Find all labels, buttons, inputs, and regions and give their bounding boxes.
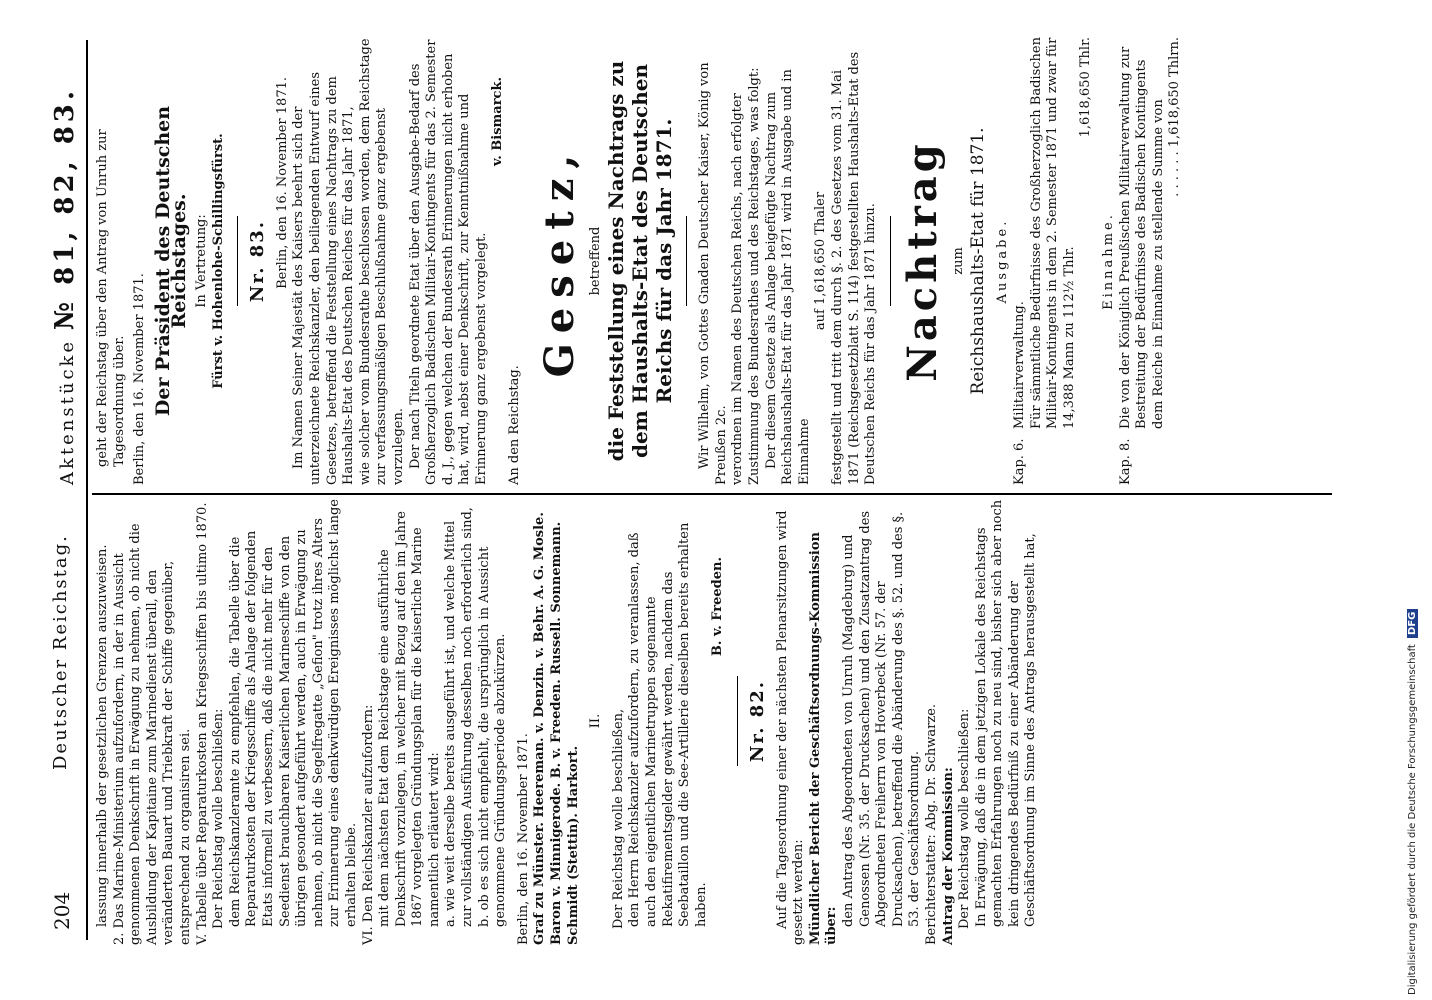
- paragraph: Der Reichstag wolle beschließen,: [610, 708, 626, 929]
- paragraph: Berichterstatter: Abg. Dr. Schwarze.: [923, 703, 939, 945]
- chapter-body: [1012, 37, 1095, 429]
- chapter-6: [1012, 37, 1095, 485]
- president-title: Der Präsident des Deutschen Reichstages.: [151, 105, 191, 417]
- left-column: [95, 497, 1040, 945]
- deputy-line: In Vertretung:: [193, 214, 209, 308]
- law-heading: Gesetz,: [535, 144, 583, 378]
- header-right: [50, 87, 80, 485]
- right-column: [95, 37, 1184, 485]
- income-heading: Einnahme.: [1100, 212, 1116, 310]
- chapter-amount: 1,618,650 Thlr.: [1078, 37, 1094, 138]
- divider: [686, 216, 687, 306]
- credit-line: [1407, 0, 1427, 995]
- signer: Fürst v. Hohenlohe-Schillingsfürst.: [210, 133, 226, 389]
- paragraph: Antrag der Kommission:: [940, 767, 956, 945]
- paragraph: 2. Das Marine-Ministerium aufzufordern, in der in Aussicht genommenen Denkschrift in Erwägung zu nehmen, ob nicht die Ausbildung der Kapitaine zum Marinedienst überall, den veränderten Bauart und Triebkraft der Schiffe gegenüber, entsprechend zu organisiren sei.: [111, 523, 193, 945]
- chapter-label: Kap. 6.: [1011, 438, 1027, 485]
- roman-numeral: II.: [588, 713, 604, 729]
- chapter-label: Kap. 8.: [1117, 438, 1133, 485]
- section-number: Nr. 83.: [247, 219, 269, 303]
- paragraph: mit dem nächsten Etat dem Reichstage eine ausführliche Denkschrift vorzulegen, in welcher mit Bezug auf den im Jahre 1867 vorgelegten Gründungsplan für die Kaiserliche Marine namentlich erläutert wird:: [377, 511, 442, 927]
- chapter-text: Die von der Königlich Preußischen Militairverwaltung zur Bestreitung der Bedürfnisse des Badischen Kontingents dem Reiche in Einnahme zu stellende Summe von: [1117, 46, 1166, 429]
- paragraph: V. Tabelle über Reparaturkosten an Kriegsschiffen bis ultimo 1870.: [194, 502, 210, 945]
- paragraph: Wir Wilhelm, von Gottes Gnaden Deutscher Kaiser, König von Preußen 2c.: [697, 62, 729, 485]
- header-left-title: Deutscher Reichstag.: [50, 534, 71, 770]
- divider: [737, 676, 738, 766]
- paragraph: lassung innerhalb der gesetzlichen Grenzen auszuweisen.: [95, 544, 110, 927]
- date-line: Berlin, den 16. November 1871.: [274, 77, 290, 289]
- paragraph: a. wie weit derselbe bereits ausgeführt ist, und welche Mittel zur vollständigen Ausführung desselben noch erforderlich sind,: [443, 507, 476, 927]
- paragraph: Der nach Titeln geordnete Etat über den Ausgabe-Bedarf des Großherzoglich Badischen Militair-Kontingents für das 2. Semester d. J., gegen welchen der Bundesrath Erinnerungen nicht erhoben hat, wird, nebst einer Denkschrift, zur Kenntnißnahme und Erinnerung ganz ergebenst vorgelegt.: [407, 39, 489, 485]
- addressee: An den Reichstag.: [507, 365, 523, 485]
- paragraph: b. ob es sich nicht empfiehlt, die ursprünglich in Aussicht genommene Gründungsperiode abzukürzen.: [476, 546, 509, 927]
- paragraph: Der Reichstag wolle beschließen:: [957, 708, 973, 929]
- header-rule: [86, 40, 88, 940]
- paragraph: verordnen im Namen des Deutschen Reichs, nach erfolgter Zustimmung des Bundesrathes und des Reichstages, was folgt:: [730, 67, 763, 485]
- credit-text: Digitalisierung gefördert durch die Deutsche Forschungsgemeinschaft: [1407, 644, 1418, 995]
- page-number: 204: [50, 891, 74, 930]
- law-subheading: betreffend: [587, 226, 603, 296]
- law-title: die Feststellung eines Nachtrags zu dem Haushalts-Etat des Deutschen Reichs für das Jahr 1871.: [604, 60, 677, 462]
- chapter-8: [1118, 37, 1184, 485]
- divider: [237, 216, 238, 306]
- paragraph: wie solcher vom Bundesrathe beschlossen worden, dem Reichstage zur verfassungsmäßigen Beschlußnahme ganz ergebenst vorzulegen.: [357, 38, 406, 485]
- supplement-title: Reichshaushalts-Etat für 1871.: [968, 127, 989, 395]
- paragraph: Mündlicher Bericht der Geschäftsordnungs-Kommission über:: [807, 532, 840, 945]
- chapter-body: [1118, 37, 1184, 429]
- supplement-subheading: zum: [950, 247, 966, 275]
- dfg-logo: DFG: [1407, 609, 1418, 638]
- divider: [890, 216, 891, 306]
- signer: B. v. Freeden.: [710, 557, 726, 657]
- paragraph: In Erwägung, daß die in dem jetzigen Lokale des Reichstags gemachten Erfahrungen noch zu neu sind, bisher sich aber noch kein dringendes Bedürfniß zu einer Abänderung der Geschäftsordnung im Sinne des Antrags herausgestellt hat,: [973, 499, 1039, 927]
- date-line: Berlin, den 16. November 1871.: [515, 733, 531, 945]
- supplement-heading: Nachtrag: [898, 140, 946, 382]
- paragraph: geht der Reichstag über den Antrag von Unruh zur Tagesordnung über.: [95, 129, 127, 467]
- chapter-amount: . . . . . . 1,618,650 Thlrn.: [1167, 37, 1183, 197]
- date-line: Berlin, den 16. November 1871.: [132, 273, 148, 485]
- column-divider: [92, 493, 1332, 495]
- paragraph: VI. Den Reichskanzler aufzufordern:: [360, 704, 376, 945]
- section-number: Nr. 82.: [746, 679, 768, 763]
- paragraph: Im Namen Seiner Majestät des Kaisers beehrt sich der unterzeichnete Reichskanzler, den beiliegenden Entwurf eines Gesetzes, betreffend die Feststellung eines Nachtrags zu dem Haushalts-Etat des Deutschen Reiches für das Jahr 1871,: [291, 71, 357, 485]
- chapter-title: Militairverwaltung.: [1011, 301, 1027, 429]
- signers: Graf zu Münster. Heereman. v. Denzin. v. Behr. A. G. Mosle. Baron v. Minnigerode. B. v. Freeden. Russell. Sonnemann. Schmidt (Stettin). Harkort.: [532, 512, 581, 945]
- paragraph: dem Reichskanzleramte zu empfehlen, die Tabelle über die Reparaturkosten der Kriegsschiffe als Anlage der folgenden Etats informell zu verbessern, daß die nicht mehr für den Seedienst brauchbaren Kaiserlichen Marineschiffe von den übrigen gesondert aufgeführt werden, auch in Erwägung zu nehmen, ob nicht die Segelfregatte „Gefion" trotz ihres Alters zur Erinnerung eines denkwürdigen Ereignisses möglichst lange erhalten bleibe.: [227, 499, 359, 927]
- header-doc-numbers: № 81, 82, 83.: [50, 87, 80, 331]
- amount-line: auf 1,618,650 Thaler: [813, 191, 829, 331]
- expense-heading: Ausgabe.: [995, 218, 1011, 304]
- paragraph: Der diesem Gesetze als Anlage beigefügte Nachtrag zum Reichshaushalts-Etat für das Jahr 1871 wird in Ausgabe und in Einnahme: [763, 69, 812, 485]
- paragraph: Auf die Tagesordnung einer der nächsten Plenarsitzungen wird gesetzt werden:: [774, 510, 807, 945]
- paragraph: den Antrag des Abgeordneten von Unruh (Magdeburg) und Genossen (Nr. 35. der Drucksachen) und den Zusatzantrag des Abgeordneten Freiherrn von Hoverbeck (Nr. 57. der Drucksachen), betreffend die Abänderung des §. 52. und des §. 53. der Geschäftsordnung.: [840, 510, 923, 927]
- chapter-text: Für sämmtliche Bedürfnisse des Großherzoglich Badischen Militair-Kontingents in dem 2. Semester 1871 und zwar für 14,388 Mann zu 112½ Thlr.: [1028, 37, 1077, 429]
- paragraph: Der Reichstag wolle beschließen:: [211, 708, 227, 929]
- signer: v. Bismarck.: [490, 77, 506, 167]
- paragraph: festgestellt und tritt dem durch §. 2. des Gesetzes vom 31. Mai 1871 (Reichsgesetzblatt S. 114) festgestellten Haushalts-Etat des Deutschen Reichs für das Jahr 1871 hinzu.: [830, 51, 879, 485]
- header-right-title: Aktenstücke: [57, 338, 78, 485]
- digitization-credit: [1400, 0, 1432, 1000]
- page-header: [40, 0, 80, 1000]
- paragraph: den Herrn Reichskanzler aufzufordern, zu veranlassen, daß auch den eigentlichen Marinetruppen sogenannte Rekatifirementsgelder gewährt werden, nachdem das Seebataillon und die See-Artillerie dieselben bereits erhalten haben.: [627, 522, 709, 927]
